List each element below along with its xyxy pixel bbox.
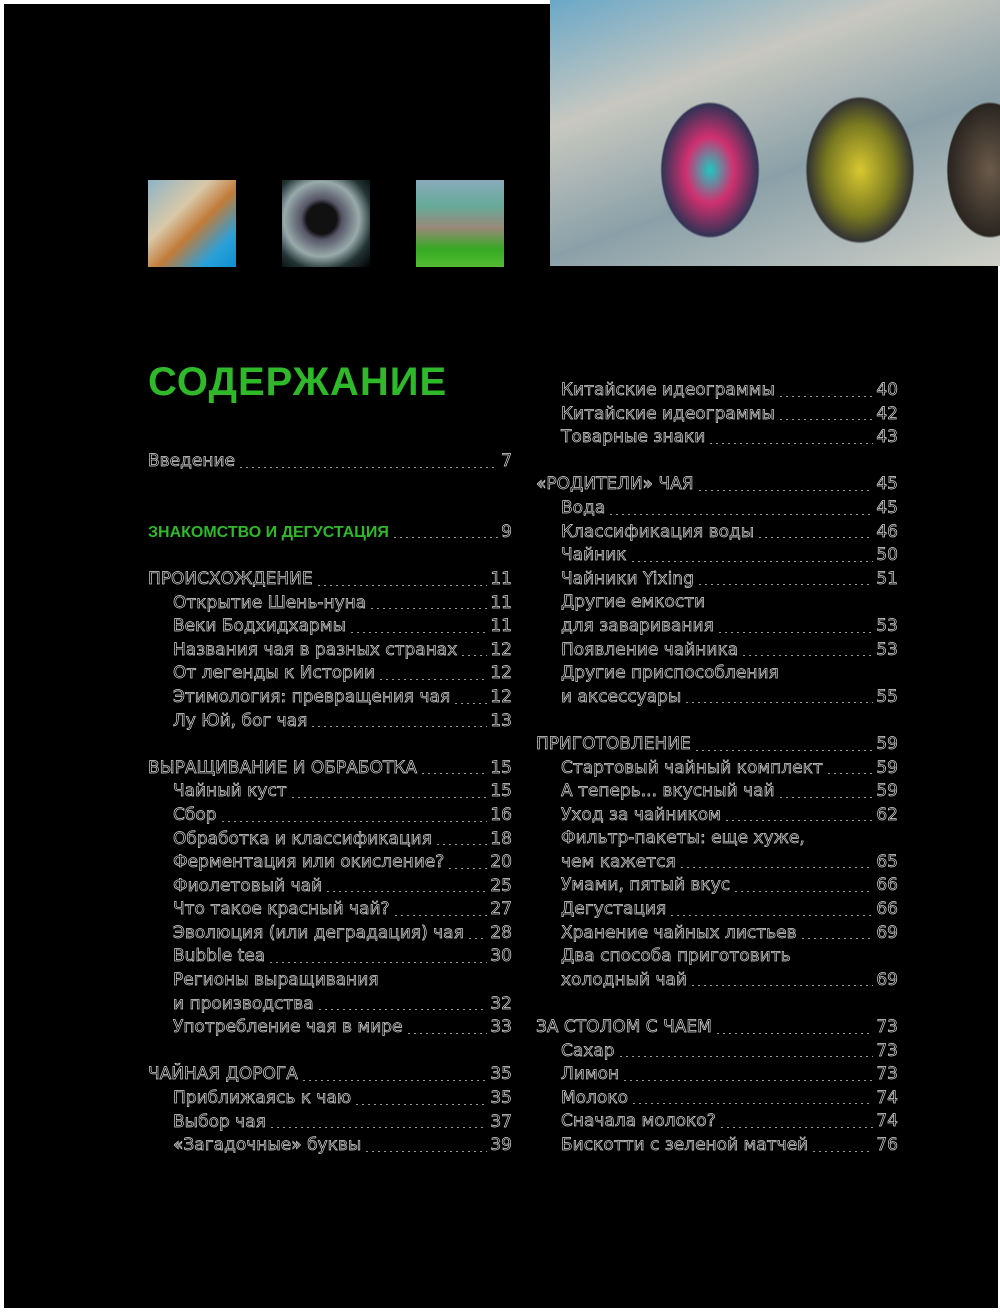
toc-entry[interactable] [148,993,512,1017]
toc-page-number: 40 [876,380,898,400]
toc-entry-title: «РОДИТЕЛИ» ЧАЯ [536,474,694,495]
dot-leader [238,467,498,468]
toc-entry-title: Стартовый чайный комплект [561,757,823,778]
toc-page-number: 59 [876,757,898,778]
toc-right-column [536,379,898,1158]
dot-leader [349,632,487,633]
dot-leader [220,821,488,822]
toc-entry-title: ЧАЙНАЯ ДОРОГА [148,1064,298,1085]
dot-leader [453,703,487,704]
toc-entry-title: Фиолетовый чай [173,875,323,896]
toc-entry[interactable] [536,922,898,946]
toc-entry-title: холодный чай [561,969,687,990]
toc-entry-title: Bubble tea [173,946,266,967]
toc-entry-title: и производства [173,993,314,1014]
toc-section[interactable] [536,473,898,497]
toc-entry-title: Чайный куст [173,781,287,802]
dot-leader [393,915,488,916]
toc-entry[interactable] [536,898,898,922]
toc-entry-title: Лу Юй, бог чая [173,710,308,731]
dot-leader [826,773,874,774]
toc-entry[interactable] [148,1134,512,1158]
thumbnail-image-1 [148,180,236,267]
toc-entry-title: Выбор чая [173,1111,266,1132]
toc-entry-title: Названия чая в разных странах [173,639,458,660]
dot-leader [268,962,487,963]
toc-page-number: 59 [876,733,898,754]
toc-page-number: 42 [876,403,898,424]
toc-entry-title: и аксессуары [561,686,682,707]
hero-image-tea-leaves [550,0,1000,266]
dot-leader [669,915,873,916]
toc-page-number: 66 [876,899,898,920]
toc-entry-title: ВЫРАЩИВАНИЕ И ОБРАБОТКА [148,757,417,778]
spacer [536,450,898,474]
toc-entry[interactable] [536,379,898,403]
toc-entry-title: Употребление чая в мире [173,1017,403,1038]
toc-page-number: 76 [876,1135,898,1155]
toc-entry[interactable] [148,780,512,804]
toc-entry[interactable] [148,898,512,922]
toc-entry[interactable] [148,851,512,875]
toc-page-number: 11 [490,616,512,637]
dot-leader [460,655,487,656]
toc-page-number: 50 [876,545,898,566]
thumbnail-image-2 [282,180,370,267]
dot-leader [467,938,488,939]
spacer [536,709,898,733]
toc-page-number: 27 [490,899,512,920]
thumbnail-image-3 [416,180,504,267]
toc-entry[interactable] [148,615,512,639]
toc-entry[interactable] [536,497,898,521]
toc-entry-title: Классификация воды [561,521,755,542]
toc-page-number: 55 [876,686,898,707]
dot-leader [717,632,874,633]
toc-entry-title: Сначала молоко? [561,1111,716,1132]
toc-entry[interactable] [536,1134,898,1158]
toc-entry[interactable] [536,426,898,450]
toc-entry-title: Товарные знаки [561,427,706,448]
dot-leader [317,1009,488,1010]
dot-leader [316,585,488,586]
toc-page-number: 59 [876,781,898,802]
toc-entry-title: Сбор [173,804,217,825]
toc-section[interactable] [148,1063,512,1087]
toc-entry[interactable] [148,922,512,946]
dot-leader [690,985,873,986]
toc-entry[interactable] [536,1040,898,1064]
toc-entry[interactable] [148,875,512,899]
toc-page-number: 33 [490,1017,512,1038]
toc-page-number: 73 [876,1064,898,1085]
toc-entry[interactable] [536,851,898,875]
dot-leader [697,490,874,491]
toc-entry[interactable] [536,662,898,686]
toc-entry[interactable] [536,591,898,615]
dot-leader [364,1151,487,1152]
toc-entry-title: А теперь... вкусный чай [561,781,775,802]
toc-entry-title: Открытие Шень-нуна [173,592,367,613]
toc-page-number: 35 [490,1064,512,1085]
dot-leader [618,1056,874,1057]
dot-leader [354,1104,487,1105]
toc-entry[interactable] [536,874,898,898]
toc-entry[interactable] [148,639,512,663]
toc-entry[interactable] [536,686,898,710]
toc-entry-title: Введение [148,451,235,471]
toc-entry[interactable] [536,1063,898,1087]
toc-entry-title: Обработка и классификация [173,828,432,849]
dot-leader [757,537,873,538]
dot-leader [608,514,873,515]
toc-page-number: 28 [490,922,512,943]
toc-page-number: 11 [490,592,512,613]
toc-left-column [148,450,512,1158]
toc-page-number: 9 [501,521,512,542]
toc-page-number: 74 [876,1087,898,1108]
toc-entry-title: Чайник [561,545,627,566]
toc-entry-title: Эволюция (или деградация) чая [173,922,464,943]
toc-entry[interactable] [148,1111,512,1135]
toc-entry[interactable] [536,757,898,781]
dot-leader [622,1080,873,1081]
toc-entry-title: Другие емкости [561,592,706,613]
dot-leader [447,868,487,869]
toc-entry-title: Веки Бодхидхармы [173,616,347,637]
spacer [148,733,512,757]
dot-leader [392,537,498,538]
toc-page-number: 74 [876,1111,898,1132]
toc-page-number: 53 [876,639,898,660]
toc-page-number: 12 [490,639,512,660]
dot-leader [406,1033,488,1034]
toc-page-number: 20 [490,852,512,873]
toc-entry-title: Китайские идеограммы [561,380,775,400]
dot-leader [378,679,487,680]
toc-page-number: 65 [876,851,898,872]
toc-page-number: 43 [876,427,898,448]
toc-entry-title: ЗНАКОМСТВО И ДЕГУСТАЦИЯ [148,523,389,541]
toc-page-number: 46 [876,521,898,542]
toc-page-number: 45 [876,497,898,518]
toc-entry[interactable] [148,710,512,734]
dot-leader [778,419,873,420]
toc-entry[interactable] [536,544,898,568]
toc-page-number: 66 [876,875,898,896]
toc-entry[interactable] [148,1087,512,1111]
page-title: СОДЕРЖАНИЕ [148,360,448,404]
toc-entry-title: Этимология: превращения чая [173,686,451,707]
toc-entry[interactable] [536,1110,898,1134]
toc-section[interactable] [536,1016,898,1040]
spacer [148,1040,512,1064]
toc-entry-title: Хранение чайных листьев [561,922,797,943]
dot-leader [630,561,874,562]
toc-page-number: 69 [876,969,898,990]
dot-leader [741,655,873,656]
toc-entry[interactable] [148,686,512,710]
toc-page-number: 12 [490,686,512,707]
toc-entry[interactable] [536,804,898,828]
spacer [536,992,898,1016]
toc-entry-title: Два способа приготовить [561,946,791,967]
toc-page-number: 53 [876,615,898,636]
dot-leader [631,1103,873,1104]
dot-leader [715,1033,874,1034]
toc-entry-title: Молоко [561,1087,629,1108]
toc-page-number: 13 [490,710,512,731]
toc-page-number: 37 [490,1111,512,1132]
toc-page-number: 51 [876,568,898,589]
toc-entry-title: Приближаясь к чаю [173,1088,352,1109]
toc-entry-title: Дегустация [561,899,667,920]
toc-entry[interactable] [148,592,512,616]
toc-page-number: 7 [501,451,512,471]
dot-leader [708,443,873,444]
toc-section[interactable] [148,757,512,781]
toc-entry-title: Что такое красный чай? [173,899,390,920]
toc-entry-title: Вода [561,497,606,518]
toc-entry[interactable] [148,662,512,686]
dot-leader [697,584,874,585]
spacer [148,497,512,521]
dot-leader [778,396,873,397]
toc-entry[interactable] [536,827,898,851]
dot-leader [724,820,873,821]
spacer [148,474,512,498]
toc-entry[interactable] [536,403,898,427]
toc-entry-title: Лимон [561,1064,620,1085]
dot-leader [301,1080,487,1081]
toc-entry-title: ЗА СТОЛОМ С ЧАЕМ [536,1017,712,1038]
toc-page-number: 30 [490,946,512,967]
toc-entry-title: Уход за чайником [561,804,722,825]
toc-entry[interactable] [536,945,898,969]
toc-entry[interactable] [536,568,898,592]
toc-entry-title: Сахар [561,1040,615,1061]
toc-entry-title: Регионы выращивания [173,970,379,991]
toc-entry-title: Фильтр-пакеты: еще хуже, [561,828,805,849]
dot-leader [290,797,488,798]
toc-entry[interactable] [536,521,898,545]
toc-entry[interactable] [536,780,898,804]
toc-entry[interactable] [148,1016,512,1040]
toc-page-number: 73 [876,1017,898,1038]
toc-section[interactable] [536,733,898,757]
dot-leader [733,891,873,892]
toc-entry-title: Умами, пятый вкус [561,875,731,896]
dot-leader [435,844,488,845]
toc-entry[interactable] [148,945,512,969]
toc-page-number: 69 [876,922,898,943]
toc-page-number: 18 [490,828,512,849]
toc-entry[interactable] [148,828,512,852]
dot-leader [684,702,873,703]
toc-entry-title: Бискотти с зеленой матчей [561,1135,809,1155]
spacer [148,544,512,568]
toc-entry-title: для заваривания [561,615,714,636]
toc-section[interactable] [148,450,512,474]
dot-leader [694,750,874,751]
dot-leader [719,1127,874,1128]
toc-entry-title: Китайские идеограммы [561,403,775,424]
toc-section[interactable] [148,568,512,592]
toc-entry-title: От легенды к Истории [173,663,376,684]
dot-leader [420,773,487,774]
dot-leader [369,608,487,609]
toc-entry[interactable] [536,615,898,639]
toc-entry[interactable] [148,969,512,993]
toc-entry-title: чем кажется [561,851,676,872]
dot-leader [778,797,874,798]
toc-page-number: 39 [490,1135,512,1156]
toc-section[interactable] [148,521,512,545]
dot-leader [310,726,487,727]
toc-entry-title: ПРОИСХОЖДЕНИЕ [148,568,313,589]
toc-page-number: 32 [490,993,512,1014]
toc-page-number: 11 [490,568,512,589]
dot-leader [325,891,487,892]
toc-entry-title: «Загадочные» буквы [173,1135,362,1156]
toc-page-number: 15 [490,781,512,802]
toc-entry-title: Появление чайника [561,639,739,660]
toc-page-number: 62 [876,804,898,825]
toc-page-number: 45 [876,474,898,495]
toc-entry-title: Ферментация или окисление? [173,852,445,873]
dot-leader [811,1151,873,1152]
dot-leader [679,867,874,868]
toc-entry[interactable] [148,804,512,828]
dot-leader [269,1127,488,1128]
toc-entry[interactable] [536,969,898,993]
toc-page-number: 16 [490,804,512,825]
toc-entry[interactable] [536,1087,898,1111]
toc-page-number: 12 [490,663,512,684]
toc-page-number: 35 [490,1088,512,1109]
dot-leader [800,938,874,939]
toc-entry-title: ПРИГОТОВЛЕНИЕ [536,733,691,754]
toc-page-number: 15 [490,757,512,778]
toc-page-number: 73 [876,1040,898,1061]
toc-entry-title: Другие приспособления [561,663,779,684]
toc-page-number: 25 [490,875,512,896]
toc-entry-title: Чайники Yixing [561,568,694,589]
toc-entry[interactable] [536,639,898,663]
